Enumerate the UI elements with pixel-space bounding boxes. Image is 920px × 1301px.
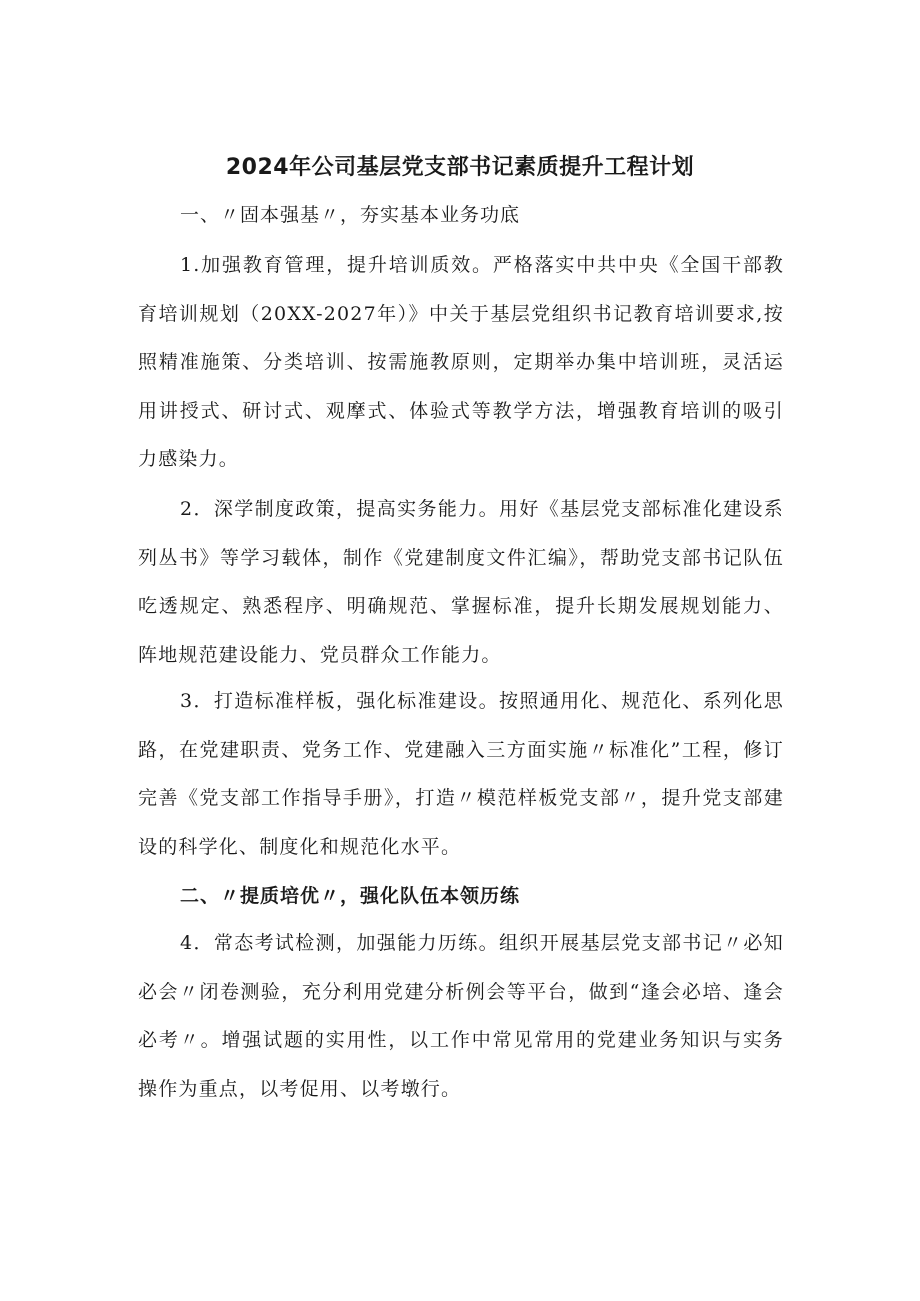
paragraph-2: 2．深学制度政策，提高实务能力。用好《基层党支部标准化建设系列丛书》等学习载体，制作《党建制度文件汇编》，帮助党支部书记队伍吃透规定、熟悉程序、明确规范、掌握标准，提升长期发展规划能力、阵地规范建设能力、党员群众工作能力。: [138, 498, 784, 666]
section-heading-1: 一、〃固本强基〃，夯实基本业务功底: [180, 204, 521, 226]
paragraph-4: 4．常态考试检测，加强能力历练。组织开展基层党支部书记〃必知必会〃闭卷测验，充分利用党建分析例会等平台，做到“逢会必培、逢会必考〃。增强试题的实用性，以工作中常见常用的党建业务知识与实务操作为重点，以考促用、以考墩行。: [138, 932, 784, 1100]
paragraph-3: 3．打造标准样板，强化标准建设。按照通用化、规范化、系列化思路，在党建职责、党务工作、党建融入三方面实施〃标准化”工程，修订完善《党支部工作指导手册》，打造〃模范样板党支部〃，提升党支部建设的科学化、制度化和规范化水平。: [138, 690, 784, 858]
document-title: 2024年公司基层党支部书记素质提升工程计划: [225, 155, 695, 180]
paragraph-1: 1.加强教育管理，提升培训质效。严格落实中共中央《全国干部教育培训规划（20XX-2027年）》中关于基层党组织书记教育培训要求,按照精准施策、分类培训、按需施教原则，定期举办集中培训班，灵活运用讲授式、研讨式、观摩式、体验式等教学方法，增强教育培训的吸引力感染力。: [138, 254, 784, 470]
section-heading-2: 二、〃提质培优〃，强化队伍本领历练: [180, 885, 521, 907]
